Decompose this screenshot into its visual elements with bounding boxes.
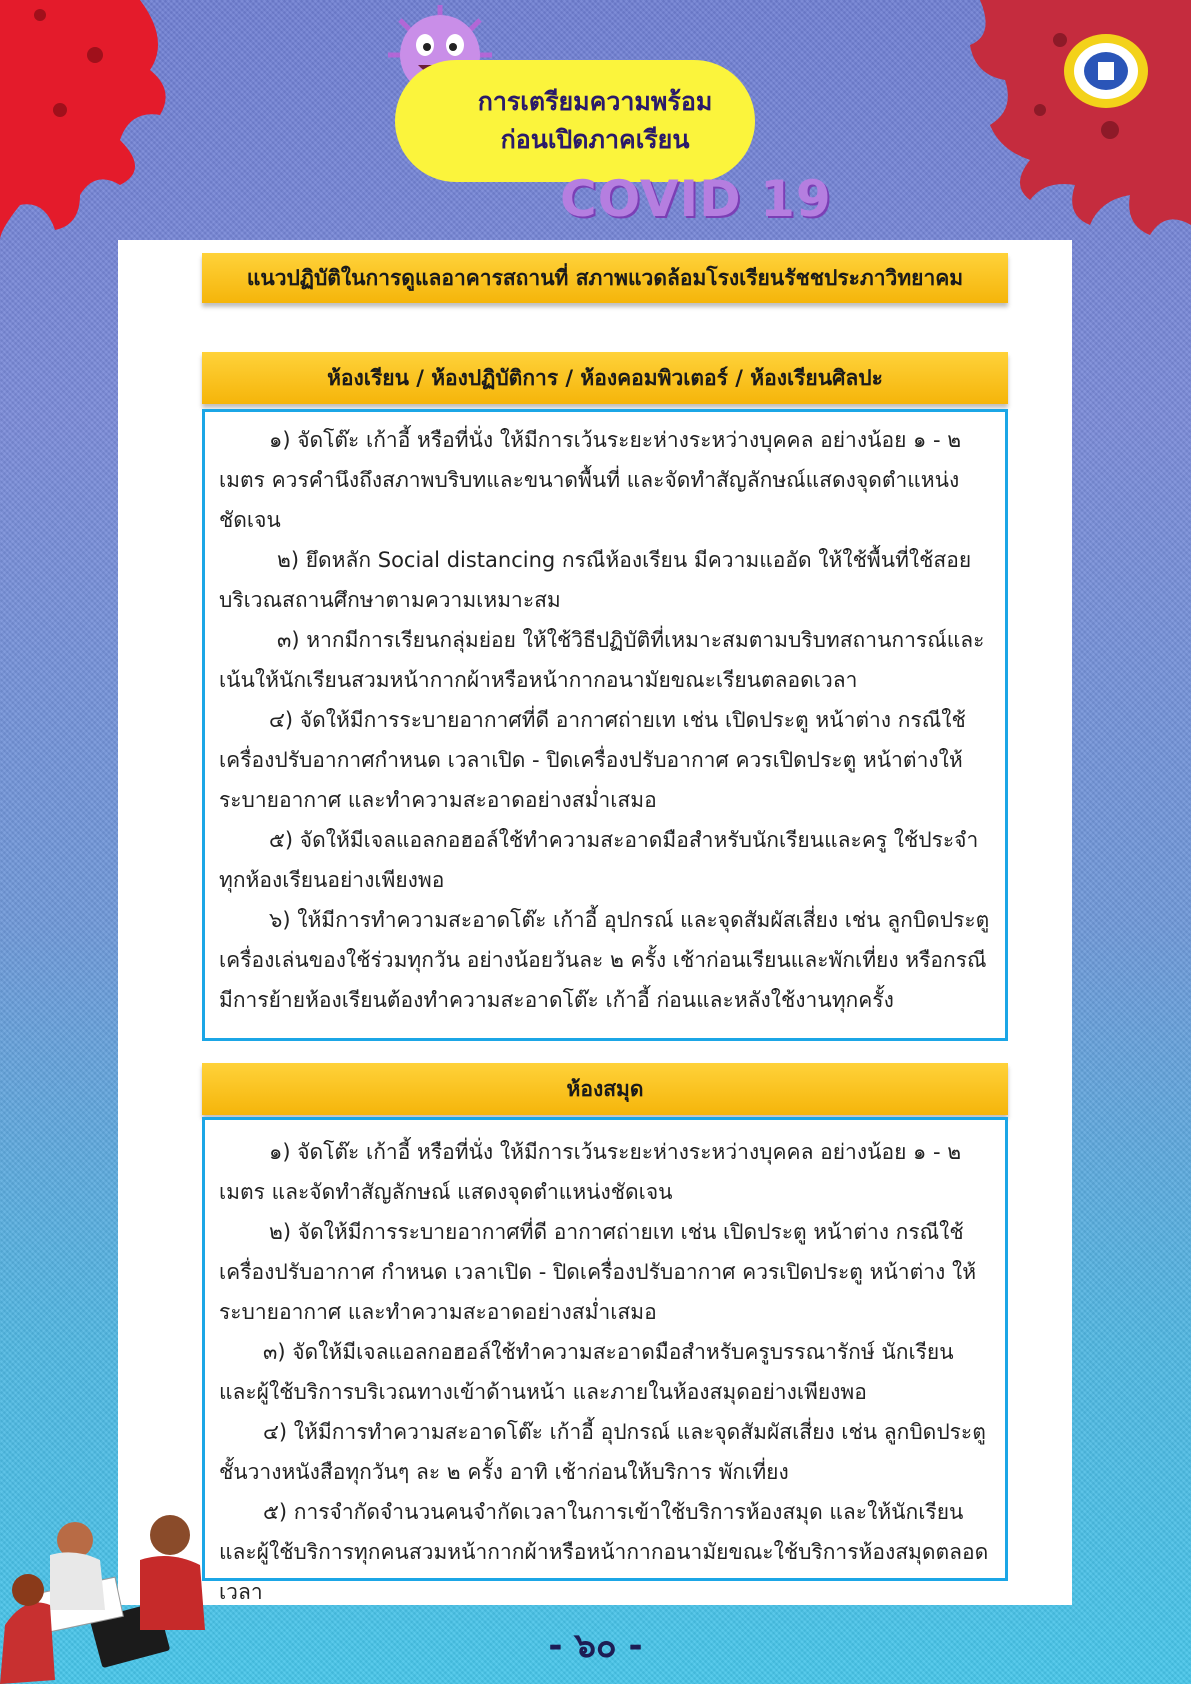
main-title: แนวปฏิบัติในการดูแลอาคารสถานที่ สภาพแวดล้อมโรงเรียนรัชชประภาวิทยาคม <box>246 265 964 290</box>
section1-heading: ห้องเรียน / ห้องปฏิบัติการ / ห้องคอมพิวเตอร์ / ห้องเรียนศิลปะ <box>327 365 883 390</box>
section1-item-4: ๔) จัดให้มีการระบายอากาศที่ดี อากาศถ่ายเท เช่น เปิดประตู หน้าต่าง กรณีใช้เครื่องปรับอากาศกำหนด เวลาเปิด - ปิดเครื่องปรับอากาศ ควรเปิดประตู หน้าต่างให้ระบายอากาศ และทำความสะอาดอย่างสม่ำเสมอ <box>219 708 966 812</box>
banner-line-2: ก่อนเปิดภาคเรียน <box>500 125 690 154</box>
school-logo-icon <box>1062 32 1150 110</box>
section1-item-1: ๑) จัดโต๊ะ เก้าอี้ หรือที่นั่ง ให้มีการเว้นระยะห่างระหว่างบุคคล อย่างน้อย ๑ - ๒ เมตร ควรคำนึงถึงสภาพบริบทและขนาดพื้นที่ และจัดทำสัญลักษณ์แสดงจุดตำแหน่งชัดเจน <box>219 428 962 532</box>
section1-heading-bar <box>202 352 1008 404</box>
banner-pill <box>395 60 755 182</box>
section2-box <box>202 1117 1008 1604</box>
covid-19-word: COVID 19 <box>560 170 832 228</box>
section1-item-2: ๒) ยึดหลัก Social distancing กรณีห้องเรียน มีความแออัด ให้ใช้พื้นที่ใช้สอยบริเวณสถานศึกษาตามความเหมาะสม <box>219 548 972 612</box>
main-title-bar <box>202 253 1008 303</box>
section2-item-4: ๔) ให้มีการทำความสะอาดโต๊ะ เก้าอี้ อุปกรณ์ และจุดสัมผัสเสี่ยง เช่น ลูกบิดประตู ชั้นวางหนังสือทุกวันๆ ละ ๒ ครั้ง อาทิ เช้าก่อนให้บริการ พักเที่ยง <box>219 1420 986 1484</box>
section2-heading: ห้องสมุด <box>566 1076 644 1101</box>
section2-item-3: ๓) จัดให้มีเจลแอลกอฮอล์ใช้ทำความสะอาดมือสำหรับครูบรรณารักษ์ นักเรียน และผู้ใช้บริการบริเวณทางเข้าด้านหน้า และภายในห้องสมุดอย่างเพียงพอ <box>219 1340 954 1404</box>
section1-item-6: ๖) ให้มีการทำความสะอาดโต๊ะ เก้าอี้ อุปกรณ์ และจุดสัมผัสเสี่ยง เช่น ลูกบิดประตู เครื่องเล่นของใช้ร่วมทุกวัน อย่างน้อยวันละ ๒ ครั้ง เช้าก่อนเรียนและพักเที่ยง หรือกรณีมีการย้ายห้องเรียนต้องทำความสะอาดโต๊ะ เก้าอี้ ก่อนและหลังใช้งานทุกครั้ง <box>219 908 990 1012</box>
section1-item-5: ๕) จัดให้มีเจลแอลกอฮอล์ใช้ทำความสะอาดมือสำหรับนักเรียนและครู ใช้ประจำทุกห้องเรียนอย่างเพียงพอ <box>219 828 979 892</box>
virus-decoration-left <box>0 0 175 250</box>
section2-heading-bar <box>202 1063 1008 1115</box>
section2-item-1: ๑) จัดโต๊ะ เก้าอี้ หรือที่นั่ง ให้มีการเว้นระยะห่างระหว่างบุคคล อย่างน้อย ๑ - ๒ เมตร และจัดทำสัญลักษณ์ แสดงจุดตำแหน่งชัดเจน <box>219 1140 962 1204</box>
section1-item-3: ๓) หากมีการเรียนกลุ่มย่อย ให้ใช้วิธีปฏิบัติที่เหมาะสมตามบริบทสถานการณ์และเน้นให้นักเรียนสวมหน้ากากผ้าหรือหน้ากากอนามัยขณะเรียนตลอดเวลา <box>219 628 985 692</box>
section1-box <box>202 409 1008 1041</box>
banner-line-1: การเตรียมความพร้อม <box>477 87 713 116</box>
page-number: - ๖๐ - <box>548 1626 643 1666</box>
section2-item-2: ๒) จัดให้มีการระบายอากาศที่ดี อากาศถ่ายเท เช่น เปิดประตู หน้าต่าง กรณีใช้เครื่องปรับอากาศ กำหนด เวลาเปิด - ปิดเครื่องปรับอากาศ ควรเปิดประตู หน้าต่าง ให้ระบายอากาศ และทำความสะอาดอย่างสม่ำเสมอ <box>219 1220 977 1324</box>
section2-item-5: ๕) การจำกัดจำนวนคนจำกัดเวลาในการเข้าใช้บริการห้องสมุด และให้นักเรียนและผู้ใช้บริการทุกคนสวมหน้ากากผ้าหรือหน้ากากอนามัยขณะใช้บริการห้องสมุดตลอดเวลา <box>219 1500 989 1604</box>
